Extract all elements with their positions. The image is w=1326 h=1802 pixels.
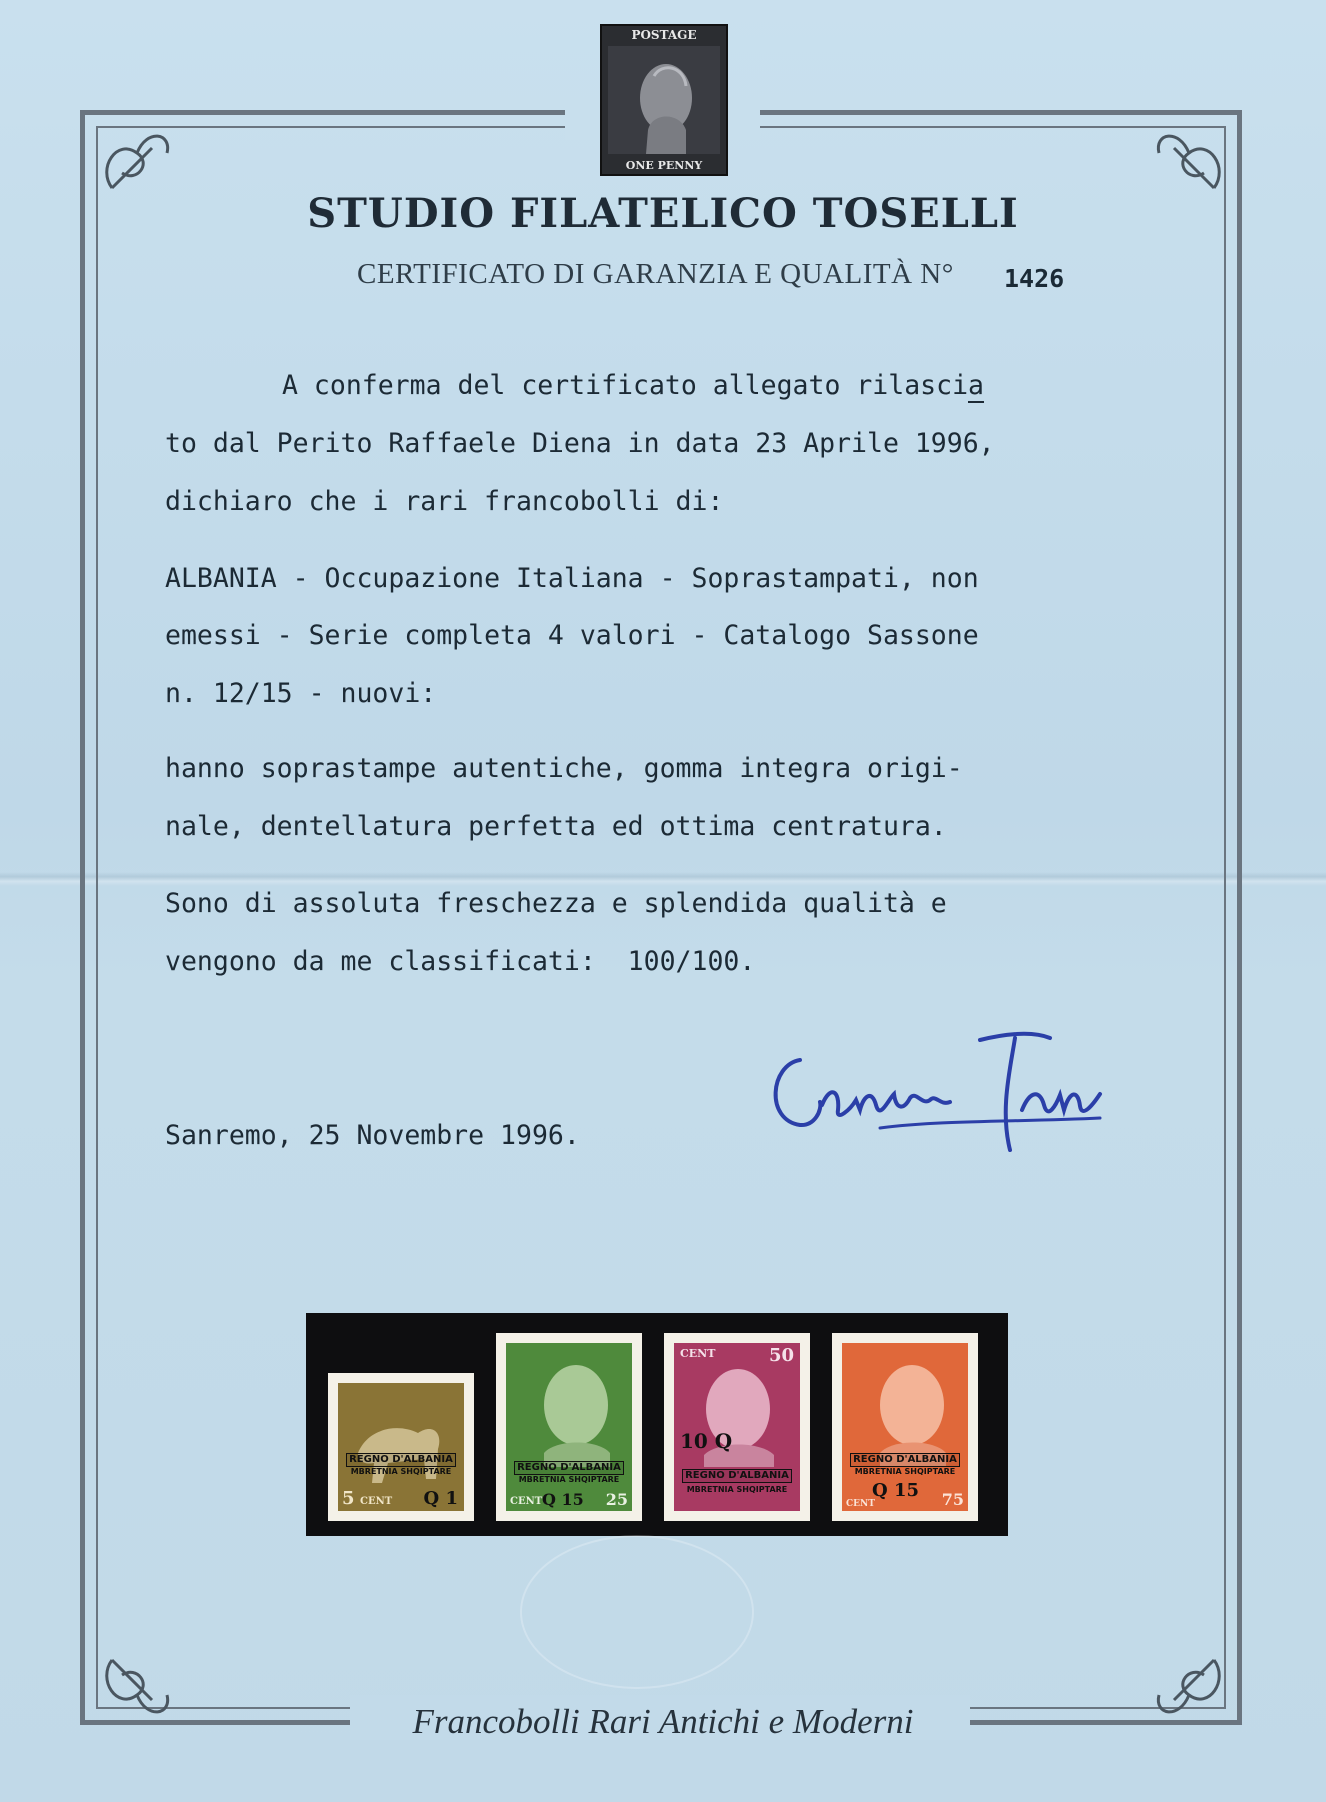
stamp-new-value: 10 Q	[680, 1429, 733, 1453]
embossed-seal	[520, 1535, 754, 1689]
stamp-2-design	[506, 1343, 632, 1511]
text-line: dichiaro che i rari francobolli di:	[165, 486, 724, 517]
stamp-overprint-secondary: MBRETNIA SHQIPTARE	[854, 1467, 956, 1476]
stamp-overprint-secondary: MBRETNIA SHQIPTARE	[350, 1467, 452, 1476]
place-date: Sanremo, 25 Novembre 1996.	[165, 1120, 580, 1151]
stamp-new-value: Q 15	[542, 1490, 584, 1509]
stamp-2	[496, 1333, 642, 1521]
stamp-new-value: Q 1	[423, 1488, 458, 1509]
text-line: n. 12/15 - nuovi:	[165, 678, 437, 709]
stamp-overprint: REGNO D'ALBANIA	[850, 1453, 960, 1467]
stamp-overprint-secondary: MBRETNIA SHQIPTARE	[686, 1485, 788, 1494]
stamp-overprint: REGNO D'ALBANIA	[682, 1469, 792, 1483]
text-line: vengono da me classificati: 100/100.	[165, 946, 756, 977]
stamp-value: 25	[605, 1490, 628, 1509]
stamp-top-text: POSTAGE	[631, 28, 697, 42]
stamp-value: 5	[342, 1488, 355, 1509]
stamp-cent: CENT	[360, 1496, 393, 1507]
penny-black-stamp	[600, 24, 728, 176]
text-fragment: A conferma del certificato allegato rilasci	[282, 370, 969, 401]
stamp-3-design	[674, 1343, 800, 1511]
text-line	[282, 370, 984, 401]
king-portrait-icon	[506, 1343, 632, 1511]
stamp-value: 50	[768, 1345, 794, 1366]
stamp-overprint: REGNO D'ALBANIA	[514, 1461, 624, 1475]
text-line: hanno soprastampe autentiche, gomma integra origi-	[165, 753, 963, 784]
stamp-overprint-secondary: MBRETNIA SHQIPTARE	[518, 1475, 620, 1484]
stamp-overprint: REGNO D'ALBANIA	[346, 1453, 456, 1467]
signature-icon	[760, 1010, 1130, 1160]
underlined-letter: a	[968, 370, 985, 401]
stamp-3	[664, 1333, 810, 1521]
footer-text: Francobolli Rari Antichi e Moderni	[412, 1702, 914, 1741]
certificate-number: 1426	[1004, 264, 1065, 293]
text-line: nale, dentellatura perfetta ed ottima centratura.	[165, 811, 947, 842]
stamp-1-design	[338, 1383, 464, 1511]
stamp-4-design	[842, 1343, 968, 1511]
text-line: ALBANIA - Occupazione Italiana - Soprastampati, non	[165, 563, 979, 594]
queen-portrait-icon	[602, 26, 726, 174]
stamp-value: 75	[941, 1490, 964, 1509]
stamp-cent: CENT	[680, 1347, 716, 1360]
stamp-bottom-text: ONE PENNY	[625, 159, 703, 172]
stamp-4	[832, 1333, 978, 1521]
certificate-subtitle: CERTIFICATO DI GARANZIA E QUALITÀ N°	[357, 258, 954, 290]
text-line: to dal Perito Raffaele Diena in data 23 Aprile 1996,	[165, 428, 995, 459]
text-line: emessi - Serie completa 4 valori - Catalogo Sassone	[165, 620, 979, 651]
stamp-1	[328, 1373, 474, 1521]
text-line: Sono di assoluta freschezza e splendida qualità e	[165, 888, 947, 919]
stamp-cent: CENT	[846, 1499, 875, 1509]
page-title: STUDIO FILATELICO TOSELLI	[307, 190, 1019, 237]
stamp-new-value: Q 15	[872, 1480, 919, 1501]
stamps-mount	[306, 1313, 1008, 1536]
stamp-cent: CENT	[510, 1496, 543, 1507]
